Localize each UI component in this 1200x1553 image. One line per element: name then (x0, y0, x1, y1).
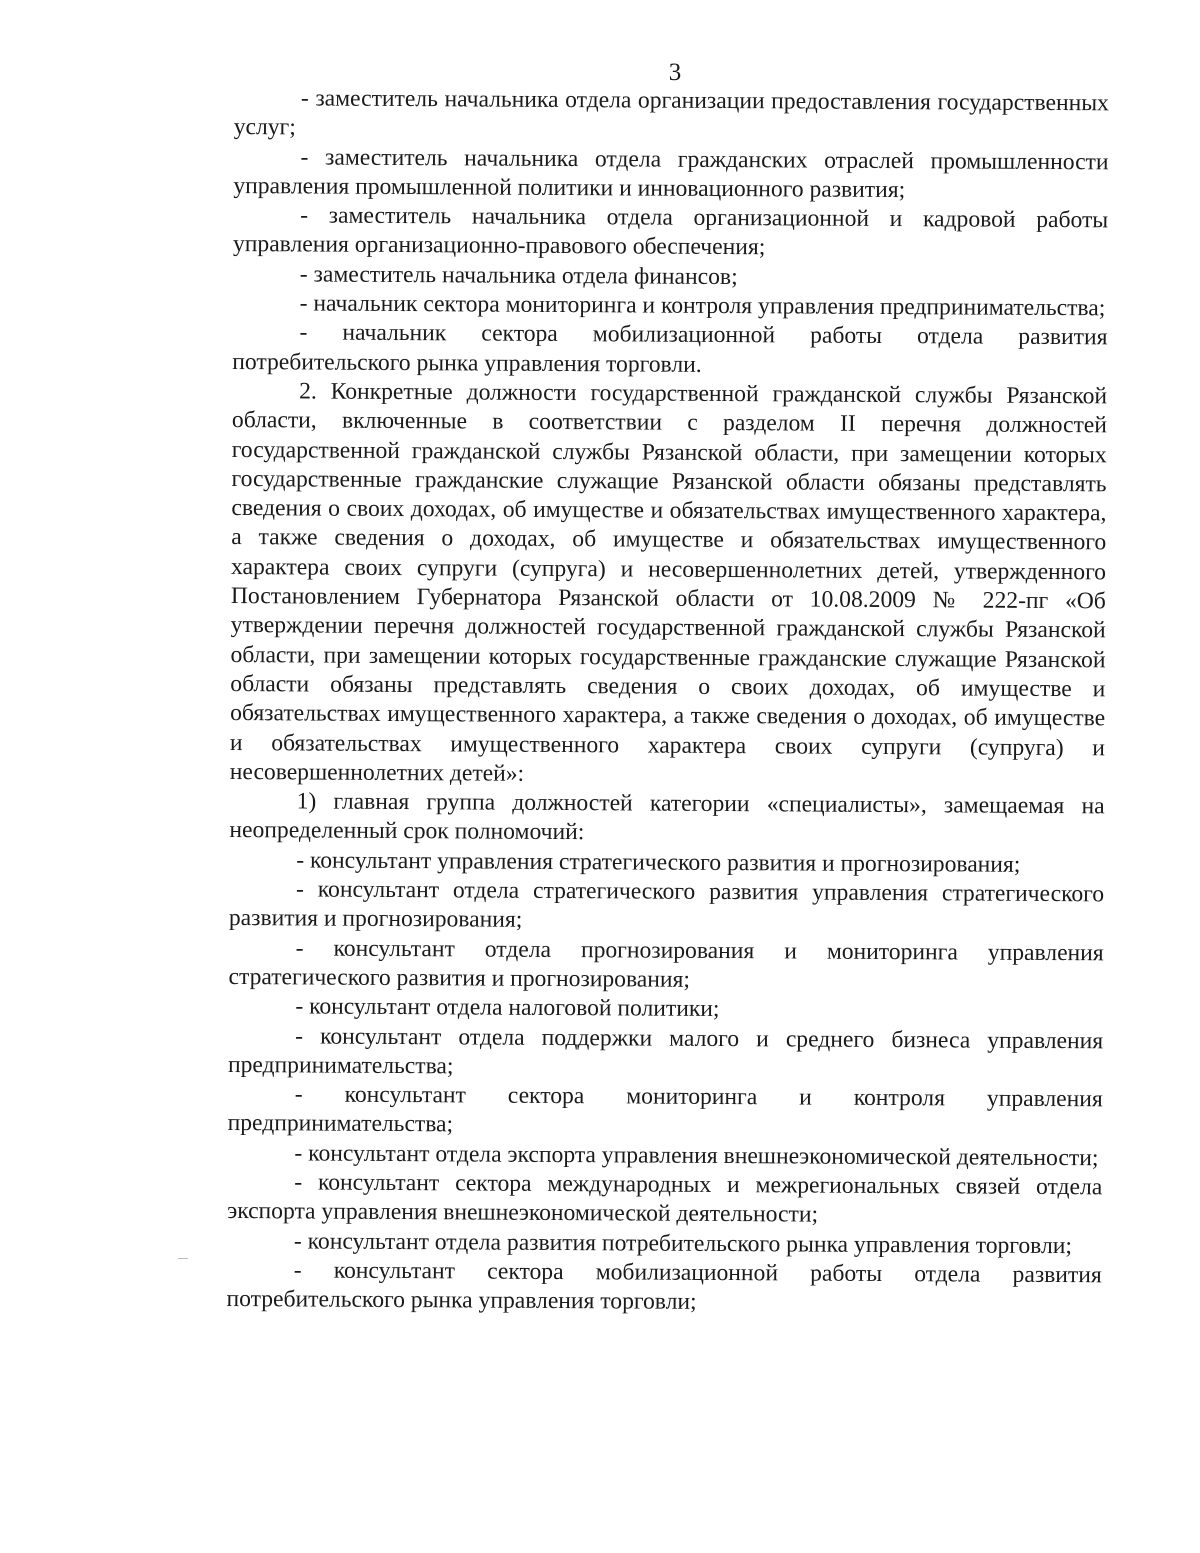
paragraph: - консультант отдела налоговой политики; (295, 993, 720, 1023)
page-number: 3 (668, 59, 682, 86)
paragraph: - консультант отдела стратегического развития управления стратегического развития и прогнозирования; (228, 876, 1105, 934)
paragraph: - консультант сектора мониторинга и контроля управления предпринимательства; (227, 1081, 1103, 1138)
paragraph: - начальник сектора мониторинга и контроля управления предпринимательства; (299, 290, 1106, 322)
paragraph: - заместитель начальника отдела организационной и кадровой работы управления организационно-правового обеспечения; (232, 202, 1109, 261)
paragraph: - консультант управления стратегического развития и прогнозирования; (296, 847, 1021, 878)
paragraph: - заместитель начальника отдела организации предоставления государственных услуг; (233, 85, 1109, 141)
paragraph: - консультант отдела экспорта управления внешнеэкономической деятельности; (294, 1140, 1099, 1171)
paragraph: - консультант отдела развития потребительского рынка управления торговли; (293, 1227, 1073, 1259)
document-body (226, 84, 1109, 1320)
paragraph: - консультант сектора мобилизационной работы отдела развития потребительского рынка управления торговли; (226, 1257, 1102, 1316)
scan-artifact (178, 1258, 188, 1259)
paragraph: - заместитель начальника отдела финансов; (299, 261, 738, 290)
paragraph: 2. Конкретные должности государственной гражданской службы Рязанской области, включенные в соответствии с разделом II перечня должностей государственной гражданской службы Рязанской области, при замещении которых государственные гражданские служащие Рязанской области обязаны представлять сведения о своих доходах, об имуществе и обязательствах имущественного характера, а также сведения о доходах, об имуществе и обязательствах имущественного характера своих супруги (супруга) и несовершеннолетних детей, утвержденного Постановлением Губернатора Рязанской области от 10.08.2009 № 222-пг «Об утверждении перечня должностей государственной гражданской службы Рязанской области, при замещении которых государственные гражданские служащие Рязанской области обязаны представлять сведения о своих доходах, об имуществе и обязательствах имущественного характера, а также сведения о доходах, об имуществе и обязательствах имущественного характера своих супруги (супруга) и несовершеннолетних детей»: (229, 378, 1108, 787)
paragraph: - консультант отдела поддержки малого и среднего бизнеса управления предпринимательства; (227, 1022, 1104, 1080)
paragraph: 1) главная группа должностей категории «специалисты», замещаемая на неопределенный срок полномочий: (229, 788, 1105, 846)
paragraph: - начальник сектора мобилизационной работы отдела развития потребительского рынка управления торговли. (232, 319, 1108, 378)
paragraph: - заместитель начальника отдела гражданских отраслей промышленности управления промышленной политики и инновационного развития; (233, 144, 1109, 203)
paragraph: - консультант сектора международных и межрегиональных связей отдела экспорта управления внешнеэкономической деятельности; (227, 1169, 1103, 1228)
paragraph: - консультант отдела прогнозирования и мониторинга управления стратегического развития и прогнозирования; (228, 935, 1104, 993)
